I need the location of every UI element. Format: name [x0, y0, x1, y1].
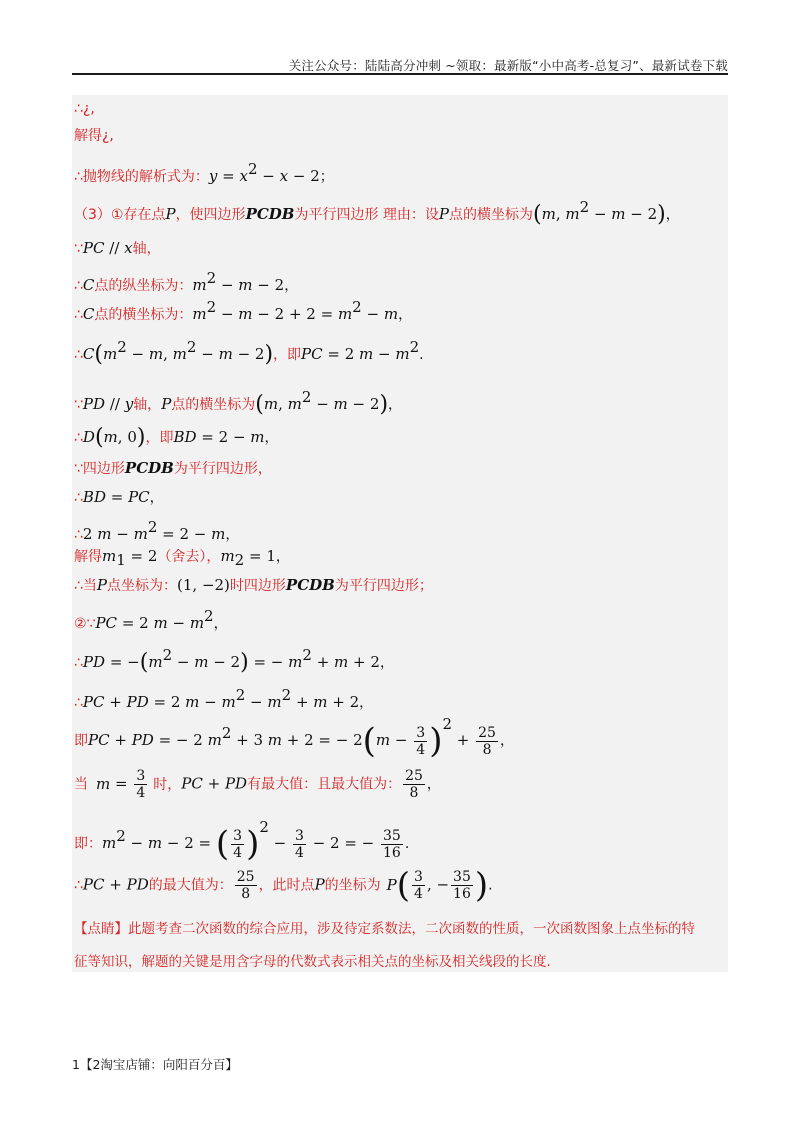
solution-line: ∵PC // x轴， [74, 239, 161, 257]
solution-line: ∴当P点坐标为：(1, −2)时四边形PCDB为平行四边形； [74, 576, 433, 594]
solution-line: ∴PD = $-(m^2 - m - 2)$ = − $m^2 + m + 2$， [74, 646, 394, 675]
solution-line: ∴¿, [74, 101, 95, 117]
comment-line: 【点睛】此题考查二次函数的综合应用，涉及待定系数法，二次函数的性质，一次函数图象上点坐标的特 [74, 921, 695, 937]
solution-line: ∴PC + PD = 2 $m - m^2 - m^2 + m + 2$， [74, 686, 374, 711]
solution-line: ∵四边形PCDB为平行四边形， [74, 459, 272, 477]
page-footer: 1【2淘宝店铺：向阳百分百】 [72, 1057, 238, 1072]
solution-line: $\therefore C(m^2 - m$, $m^2 - m - 2$)，即PC = 2 $m - m^2$. [74, 338, 424, 367]
fraction-3-4: $\frac{3}{4}$ [295, 827, 304, 861]
fraction-25-8: $\frac{25}{8}$ [478, 724, 496, 758]
fraction-25-8: $\frac{25}{8}$ [405, 768, 423, 801]
fraction-3-4: $\frac{3}{4}$ [136, 768, 146, 801]
solution-line: ∵PD // y轴，P点的横坐标为(m, $m^2 - m - 2$)， [74, 388, 403, 417]
header-rule [72, 73, 728, 75]
fraction-35-16: $\frac{35}{16}$ [383, 827, 401, 861]
solution-line: （3）①存在点P，使四边形PCDB为平行四边形 理由：设P点的横坐标为(m, $m^2 - m - 2$)， [74, 198, 680, 227]
solution-line: ∴抛物线的解析式为：$y = x^2 - x - 2$； [74, 160, 334, 185]
solution-line: 当 m = $\frac{3}{4}$ 时，PC + PD有最大值：且最大值为： $\frac{25}{8}$ ， [74, 768, 441, 801]
solution-line: ∴2 $m - m^2 = 2 - m$， [74, 518, 240, 543]
solution-line: ∴PC + PD的最大值为： $\frac{25}{8}$ ，此时点P的坐标为 P( $\frac{3}{4}$ , − $\frac{35}{16}$ ). [74, 865, 493, 906]
solution-line: ∴D(m, 0)，即BD = 2 − m， [74, 425, 279, 450]
solution-line: 即PC + PD = − 2 $m^2 + 3$ m + 2 = − 2(m − $\frac{3}{4}$ )$^2$ + $\frac{25}{8}$ ， [74, 715, 514, 761]
fraction-35-16: $\frac{35}{16}$ [453, 869, 471, 902]
solution-line: ②∵PC = 2 $m - m^2$， [74, 607, 228, 632]
solution-line: 解得¿, [74, 128, 114, 144]
solution-line: 解得$m_1 = 2$（舍去），$m_2 = 1$， [74, 547, 290, 569]
page-header: 关注公众号：陆陆高分冲刺 ~领取：最新版“小中高考-总复习”、最新试卷下载 [288, 58, 728, 73]
fraction-3-4: $\frac{3}{4}$ [416, 724, 426, 758]
fraction-3-4: $\frac{3}{4}$ [233, 827, 243, 861]
solution-line: ∴C点的横坐标为：$m^2 - m - 2 + 2 = m^2 - m$， [74, 298, 413, 323]
comment-line: 征等知识，解题的关键是用含字母的代数式表示相关点的坐标及相关线段的长度. [74, 954, 551, 970]
fraction-3-4: $\frac{3}{4}$ [414, 869, 423, 902]
solution-line: ∴C点的纵坐标为：$m^2 - m - 2$， [74, 269, 299, 294]
solution-line: 即：$m^2 - m - 2$ = ( $\frac{3}{4}$ )$^2$ − $\frac{3}{4}$ − 2 = − $\frac{35}{16}$ . [74, 818, 410, 864]
solution-line: ∴BD = PC， [74, 488, 164, 506]
fraction-25-8: $\frac{25}{8}$ [236, 869, 255, 902]
